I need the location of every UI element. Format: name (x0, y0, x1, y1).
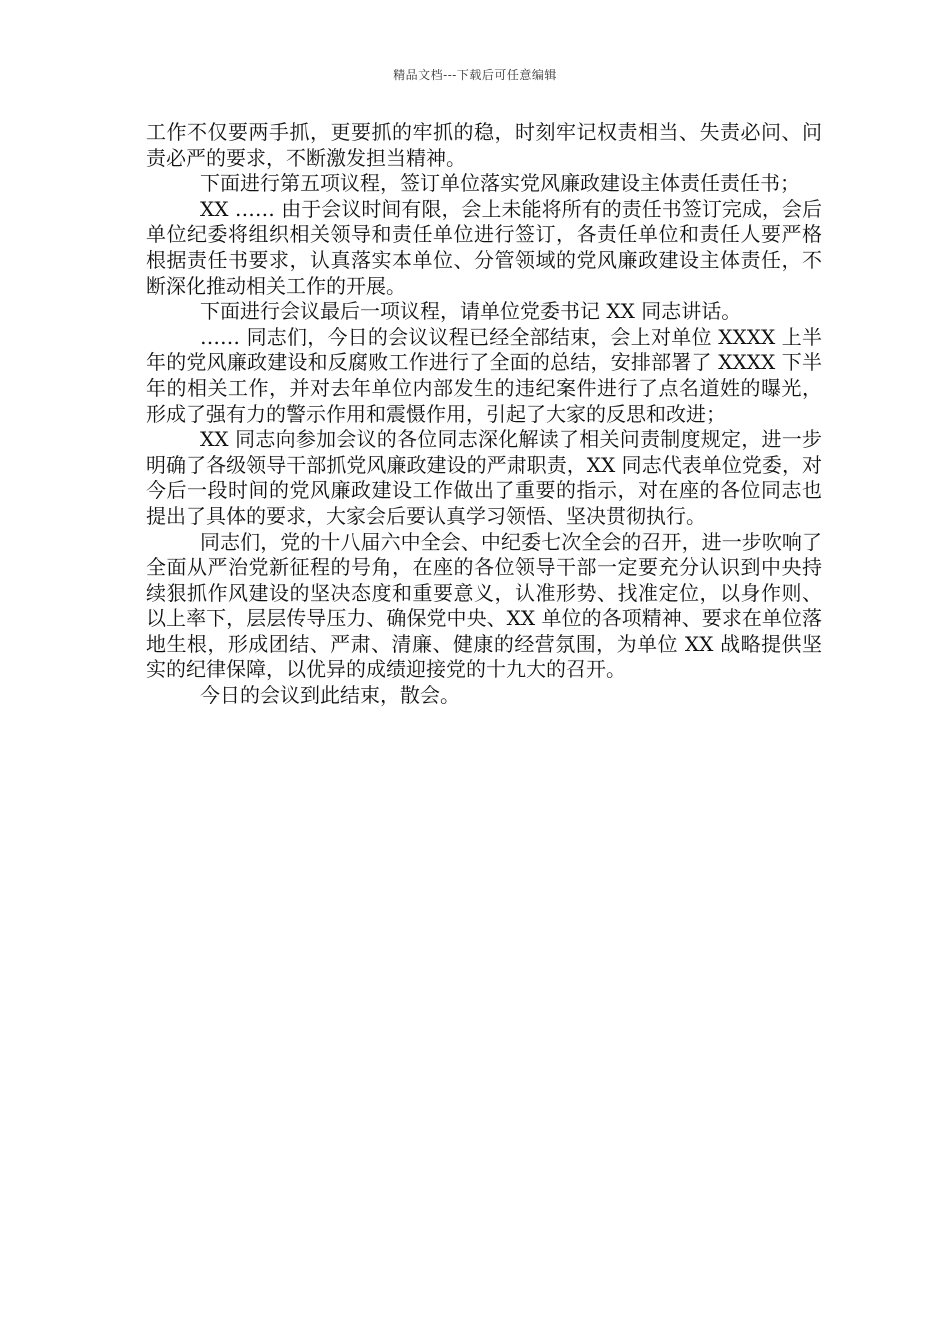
paragraph-responsibility-signing: XX …… 由于会议时间有限，会上未能将所有的责任书签订完成，会后单位纪委将组织相关领导和责任单位进行签订，各责任单位和责任人要严格根据责任书要求，认真落实本单位、分管领域的党风廉政建设主体责任，不断深化推动相关工作的开展。 (146, 196, 822, 298)
paragraph-regulation-interpretation: XX 同志向参加会议的各位同志深化解读了相关问责制度规定，进一步明确了各级领导干部抓党风廉政建设的严肃职责，XX 同志代表单位党委，对今后一段时间的党风廉政建设工作做出了重要的指示，对在座的各位同志也提出了具体的要求，大家会后要认真学习领悟、坚决贯彻执行。 (146, 427, 822, 528)
paragraph-closing-remarks: 同志们，党的十八届六中全会、中纪委七次全会的召开，进一步吹响了全面从严治党新征程的号角，在座的各位领导干部一定要充分认识到中央持续狠抓作风建设的坚决态度和重要意义，认准形势、找准定位，以身作则、以上率下，层层传导压力、确保党中央、XX 单位的各项精神、要求在单位落地生根，形成团结、严肃、清廉、健康的经营氛围，为单位 XX 战略提供坚实的纪律保障，以优异的成绩迎接党的十九大的召开。 (146, 529, 822, 682)
header-note: 精品文档---下载后可任意编辑 (393, 68, 557, 82)
paragraph-meeting-adjourned: 今日的会议到此结束，散会。 (200, 683, 460, 708)
paragraph-meeting-summary: …… 同志们，今日的会议议程已经全部结束，会上对单位 XXXX 上半年的党风廉政建设和反腐败工作进行了全面的总结，安排部署了 XXXX 下半年的相关工作，并对去年单位内部发生的违纪案件进行了点名道姓的曝光，形成了强有力的警示作用和震慑作用，引起了大家的反思和改进； (146, 324, 822, 426)
paragraph-agenda-item-five: 下面进行第五项议程，签订单位落实党风廉政建设主体责任责任书； (200, 171, 800, 196)
document-body (146, 120, 822, 709)
paragraph-continuation: 工作不仅要两手抓，更要抓的牢抓的稳，时刻牢记权责相当、失责必问、问责必严的要求，不断激发担当精神。 (146, 120, 822, 170)
paragraph-final-agenda-item: 下面进行会议最后一项议程，请单位党委书记 XX 同志讲话。 (200, 299, 742, 324)
